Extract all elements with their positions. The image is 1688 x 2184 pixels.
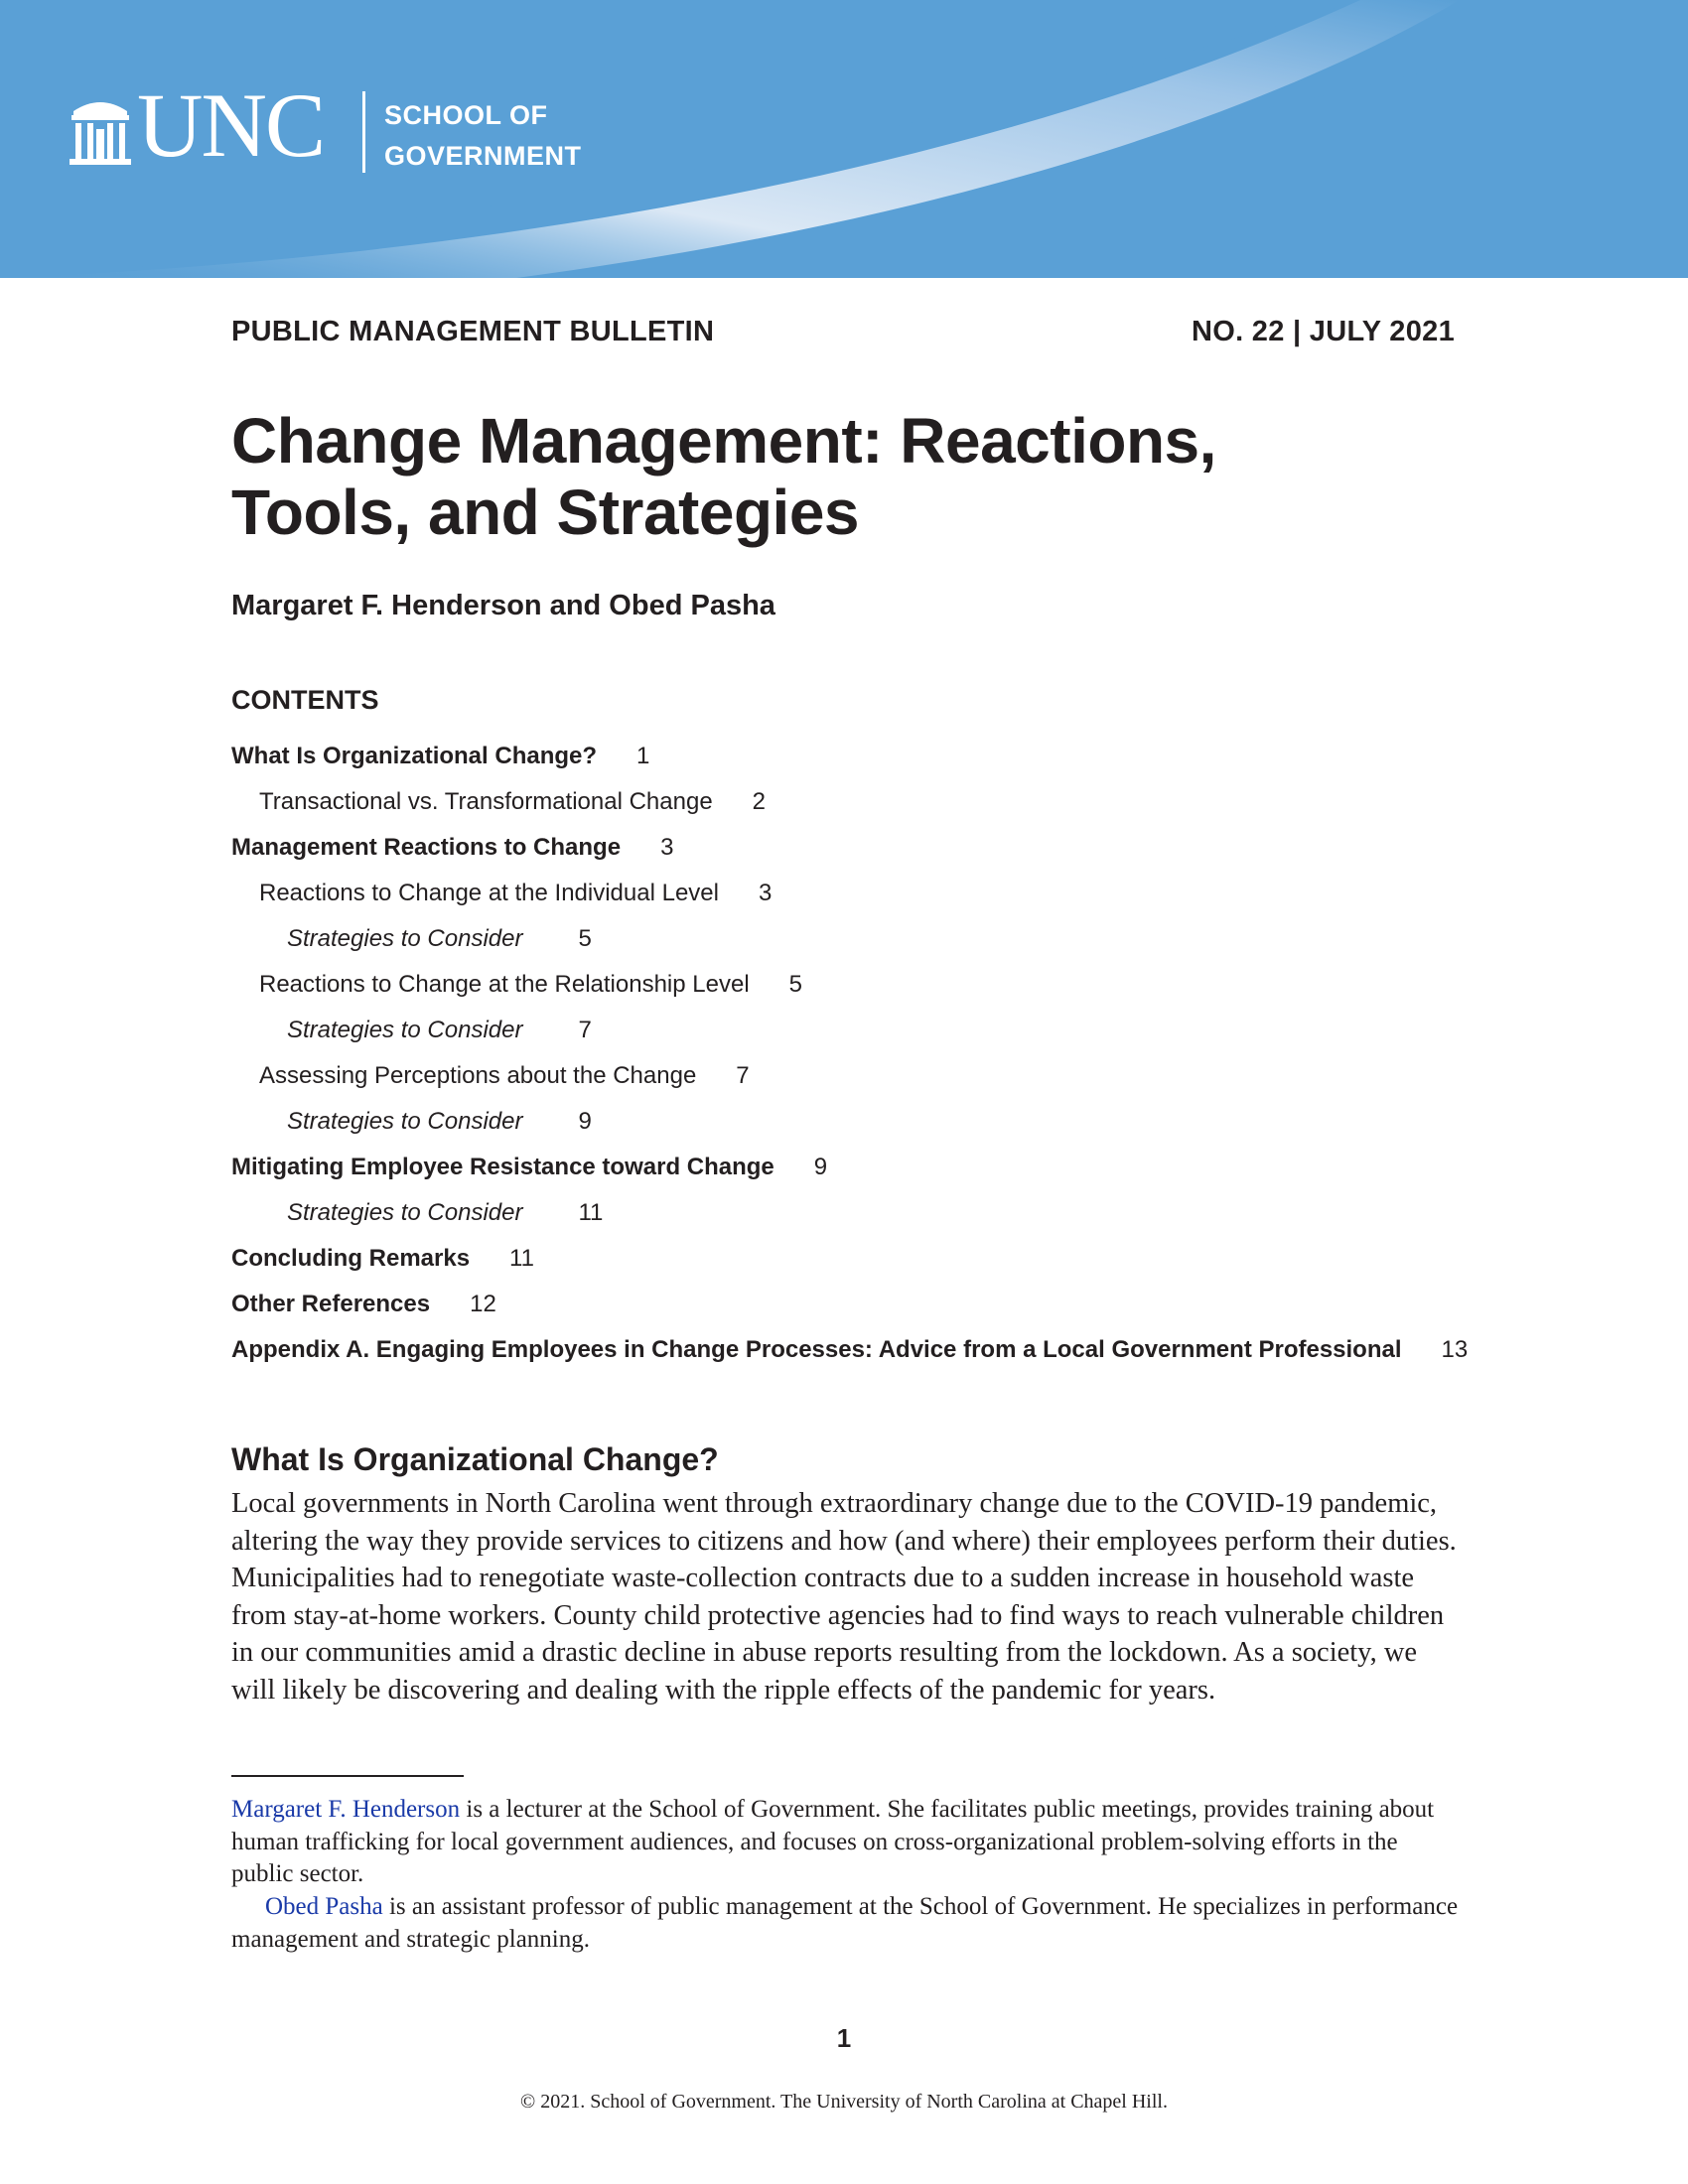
toc-entry[interactable] <box>231 1013 1502 1058</box>
toc-entry-page: 13 <box>1441 1336 1469 1363</box>
toc-entry[interactable] <box>231 1104 1502 1150</box>
toc-entry[interactable] <box>231 876 1502 921</box>
title-line2: Tools, and Strategies <box>231 477 859 548</box>
bulletin-row <box>231 316 1455 348</box>
toc-entry[interactable] <box>231 739 1502 784</box>
school-name-line1: SCHOOL OF <box>384 100 548 130</box>
section-body: Local governments in North Carolina went through extraordinary change due to the COVID-19 pandemic, altering the way they provide services to citizens and how (and where) their employees perform their duties. Municipalities had to renegotiate waste-collection contracts due to a sudden increase in household waste from stay-at-home workers. County child protective agencies had to find ways to reach vulnerable children in our communities amid a drastic decline in abuse reports resulting from the lockdown. As a society, we will likely be discovering and dealing with the ripple effects of the pandemic for years. <box>231 1488 1457 1706</box>
toc-entry-page: 7 <box>578 1017 592 1043</box>
toc-entry-page: 1 <box>636 743 650 769</box>
toc-entry[interactable] <box>231 1287 1502 1332</box>
toc-entry-page: 9 <box>813 1154 828 1180</box>
author-link-pasha[interactable]: Obed Pasha <box>265 1893 383 1920</box>
toc-entry-page: 11 <box>578 1199 604 1226</box>
toc-entry-label: Strategies to Consider <box>287 1017 523 1043</box>
school-name-line2: GOVERNMENT <box>384 141 582 171</box>
toc-entry[interactable] <box>231 1058 1502 1104</box>
toc-entry-label: Strategies to Consider <box>287 925 523 952</box>
toc-entry-page: 3 <box>660 834 674 861</box>
author-note-text: is an assistant professor of public management at the School of Government. He specializes in performance management and strategic planning. <box>231 1893 1459 1953</box>
author-note-pasha <box>231 1891 1463 1956</box>
toc-entry-label: Management Reactions to Change <box>231 834 622 861</box>
toc-entry[interactable] <box>231 1241 1502 1287</box>
school-name <box>384 95 642 177</box>
toc-entry-page: 2 <box>752 788 767 815</box>
author-note-henderson <box>231 1794 1463 1891</box>
copyright: © 2021. School of Government. The University of North Carolina at Chapel Hill. <box>520 2091 1168 2113</box>
toc-entry-page: 5 <box>578 925 592 952</box>
document-title <box>231 405 1373 548</box>
toc-entry-label: What Is Organizational Change? <box>231 743 598 769</box>
table-of-contents <box>231 739 1502 1378</box>
header-banner <box>0 0 1688 278</box>
toc-entry[interactable] <box>231 830 1502 876</box>
toc-entry-page: 5 <box>788 971 803 998</box>
toc-entry[interactable] <box>231 1332 1502 1378</box>
toc-entry-label: Concluding Remarks <box>231 1245 471 1272</box>
toc-entry-label: Assessing Perceptions about the Change <box>259 1062 697 1089</box>
footnote-divider <box>231 1775 464 1777</box>
toc-entry-label: Transactional vs. Transformational Change <box>259 788 713 815</box>
section-heading: What Is Organizational Change? <box>231 1441 719 1477</box>
page-number: 1 <box>836 2023 852 2053</box>
toc-entry-label: Reactions to Change at the Relationship Level <box>259 971 750 998</box>
title-line1: Change Management: Reactions, <box>231 405 1216 477</box>
toc-entry[interactable] <box>231 1195 1502 1241</box>
toc-entry-page: 7 <box>736 1062 750 1089</box>
toc-entry-label: Other References <box>231 1291 431 1317</box>
toc-entry[interactable] <box>231 1150 1502 1195</box>
toc-entry-label: Mitigating Employee Resistance toward Change <box>231 1154 774 1180</box>
authors: Margaret F. Henderson and Obed Pasha <box>231 590 775 621</box>
toc-entry[interactable] <box>231 784 1502 830</box>
bulletin-issue: NO. 22 | JULY 2021 <box>1191 316 1455 347</box>
unc-logo-text: UNC <box>137 74 325 176</box>
toc-entry-label: Reactions to Change at the Individual Level <box>259 880 719 906</box>
toc-entry-label: Appendix A. Engaging Employees in Change Processes: Advice from a Local Government Professional <box>231 1336 1402 1363</box>
author-link-henderson[interactable]: Margaret F. Henderson <box>231 1796 461 1823</box>
logo-divider <box>362 91 365 173</box>
contents-heading: CONTENTS <box>231 685 379 715</box>
toc-entry-page: 12 <box>470 1291 496 1317</box>
toc-entry-page: 3 <box>758 880 773 906</box>
author-note-text: is a lecturer at the School of Government. She facilitates public meetings, provides training about human trafficking for local government audiences, and focuses on cross-organizational problem-solving efforts in the public sector. <box>231 1796 1435 1887</box>
toc-entry[interactable] <box>231 921 1502 967</box>
toc-entry-label: Strategies to Consider <box>287 1108 523 1135</box>
toc-entry-page: 11 <box>509 1245 534 1272</box>
toc-entry[interactable] <box>231 967 1502 1013</box>
toc-entry-page: 9 <box>578 1108 592 1135</box>
toc-entry-label: Strategies to Consider <box>287 1199 523 1226</box>
bulletin-series: PUBLIC MANAGEMENT BULLETIN <box>231 316 715 347</box>
